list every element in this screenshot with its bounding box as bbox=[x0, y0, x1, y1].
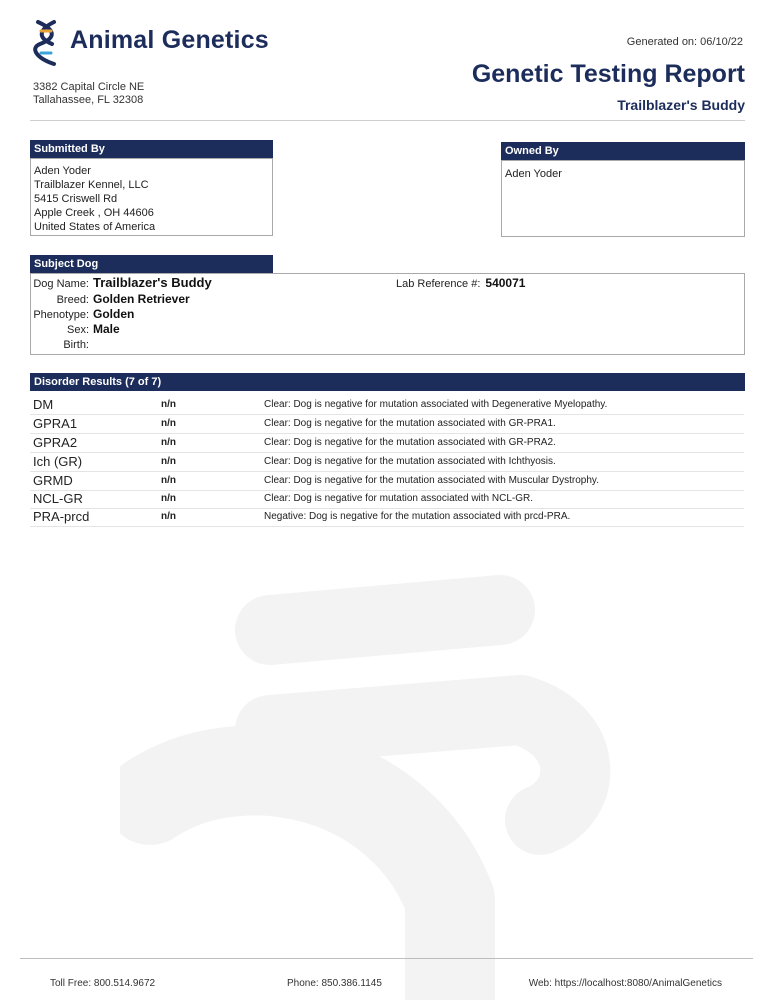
disorder-code: GRMD bbox=[33, 473, 73, 488]
disorder-genotype: n/n bbox=[161, 511, 176, 522]
disorder-genotype: n/n bbox=[161, 418, 176, 429]
breed-row bbox=[31, 291, 190, 307]
disorder-description: Clear: Dog is negative for the mutation associated with Ichthyosis. bbox=[264, 456, 556, 467]
sex-label: Sex: bbox=[66, 324, 89, 336]
submitter-kennel: Trailblazer Kennel, LLC bbox=[34, 179, 149, 191]
watermark-logo bbox=[120, 570, 640, 1000]
phenotype-row bbox=[31, 306, 134, 322]
address-line-2: Tallahassee, FL 32308 bbox=[33, 94, 144, 106]
birth-row bbox=[31, 337, 93, 353]
address-line-1: 3382 Capital Circle NE bbox=[33, 81, 145, 93]
submitter-city: Apple Creek , OH 44606 bbox=[34, 207, 154, 219]
breed-label: Breed: bbox=[56, 294, 89, 306]
phenotype-value: Golden bbox=[93, 307, 135, 321]
lab-reference-row bbox=[396, 275, 525, 291]
disorder-row bbox=[30, 453, 744, 472]
disorder-genotype: n/n bbox=[161, 493, 176, 504]
submitter-name: Aden Yoder bbox=[34, 165, 91, 177]
disorder-description: Clear: Dog is negative for the mutation associated with GR-PRA1. bbox=[264, 418, 556, 429]
lab-reference-value: 540071 bbox=[485, 276, 526, 290]
disorder-code: GPRA1 bbox=[33, 416, 78, 431]
footer-web-link[interactable]: Web: https://localhost:8080/AnimalGenetics bbox=[528, 978, 722, 989]
generated-date: Generated on: 06/10/22 bbox=[626, 36, 743, 48]
dog-name-row bbox=[31, 275, 212, 291]
brand-name: Animal Genetics bbox=[70, 26, 269, 54]
sex-row bbox=[31, 321, 120, 337]
footer-toll-free: Toll Free: 800.514.9672 bbox=[50, 978, 156, 989]
disorder-genotype: n/n bbox=[161, 456, 176, 467]
sex-value: Male bbox=[93, 322, 120, 336]
footer-phone: Phone: 850.386.1145 bbox=[287, 978, 382, 989]
disorder-code: DM bbox=[33, 397, 54, 412]
owned-by-box bbox=[501, 160, 745, 237]
report-subtitle: Trailblazer's Buddy bbox=[617, 97, 745, 113]
dna-logo-icon bbox=[32, 18, 62, 68]
owner-name: Aden Yoder bbox=[505, 168, 562, 180]
lab-reference-label: Lab Reference #: bbox=[396, 278, 481, 290]
dog-name-label: Dog Name: bbox=[33, 278, 89, 290]
disorder-results-heading: Disorder Results (7 of 7) bbox=[30, 373, 745, 391]
disorder-row bbox=[30, 472, 744, 491]
submitter-street: 5415 Criswell Rd bbox=[34, 193, 118, 205]
disorder-row bbox=[30, 415, 744, 434]
footer-divider bbox=[20, 958, 753, 959]
disorder-description: Clear: Dog is negative for mutation associated with NCL-GR. bbox=[264, 493, 534, 504]
subject-dog-heading: Subject Dog bbox=[30, 255, 273, 273]
phenotype-label: Phenotype: bbox=[33, 309, 89, 321]
report-title: Genetic Testing Report bbox=[471, 60, 745, 88]
disorder-genotype: n/n bbox=[161, 437, 176, 448]
disorder-description: Clear: Dog is negative for mutation associated with Degenerative Myelopathy. bbox=[264, 399, 608, 410]
disorder-row bbox=[30, 508, 744, 527]
disorder-description: Clear: Dog is negative for the mutation associated with Muscular Dystrophy. bbox=[264, 475, 599, 486]
owned-by-heading: Owned By bbox=[501, 142, 745, 160]
disorder-row bbox=[30, 434, 744, 453]
dog-name-value: Trailblazer's Buddy bbox=[93, 275, 212, 290]
disorder-genotype: n/n bbox=[161, 475, 176, 486]
disorder-row bbox=[30, 396, 744, 415]
disorder-description: Negative: Dog is negative for the mutation associated with prcd-PRA. bbox=[264, 511, 571, 522]
submitted-by-box bbox=[30, 158, 273, 236]
disorder-code: PRA-prcd bbox=[33, 509, 90, 524]
disorder-code: Ich (GR) bbox=[33, 454, 83, 469]
disorder-code: NCL-GR bbox=[33, 491, 83, 506]
breed-value: Golden Retriever bbox=[93, 292, 190, 306]
disorder-row bbox=[30, 490, 744, 509]
birth-label: Birth: bbox=[63, 339, 89, 351]
submitted-by-heading: Submitted By bbox=[30, 140, 273, 158]
disorder-code: GPRA2 bbox=[33, 435, 78, 450]
disorder-genotype: n/n bbox=[161, 399, 176, 410]
lab-address bbox=[33, 81, 144, 107]
header-divider bbox=[30, 120, 745, 121]
disorder-description: Clear: Dog is negative for the mutation associated with GR-PRA2. bbox=[264, 437, 556, 448]
subject-dog-box bbox=[30, 273, 745, 355]
submitter-country: United States of America bbox=[34, 221, 156, 233]
